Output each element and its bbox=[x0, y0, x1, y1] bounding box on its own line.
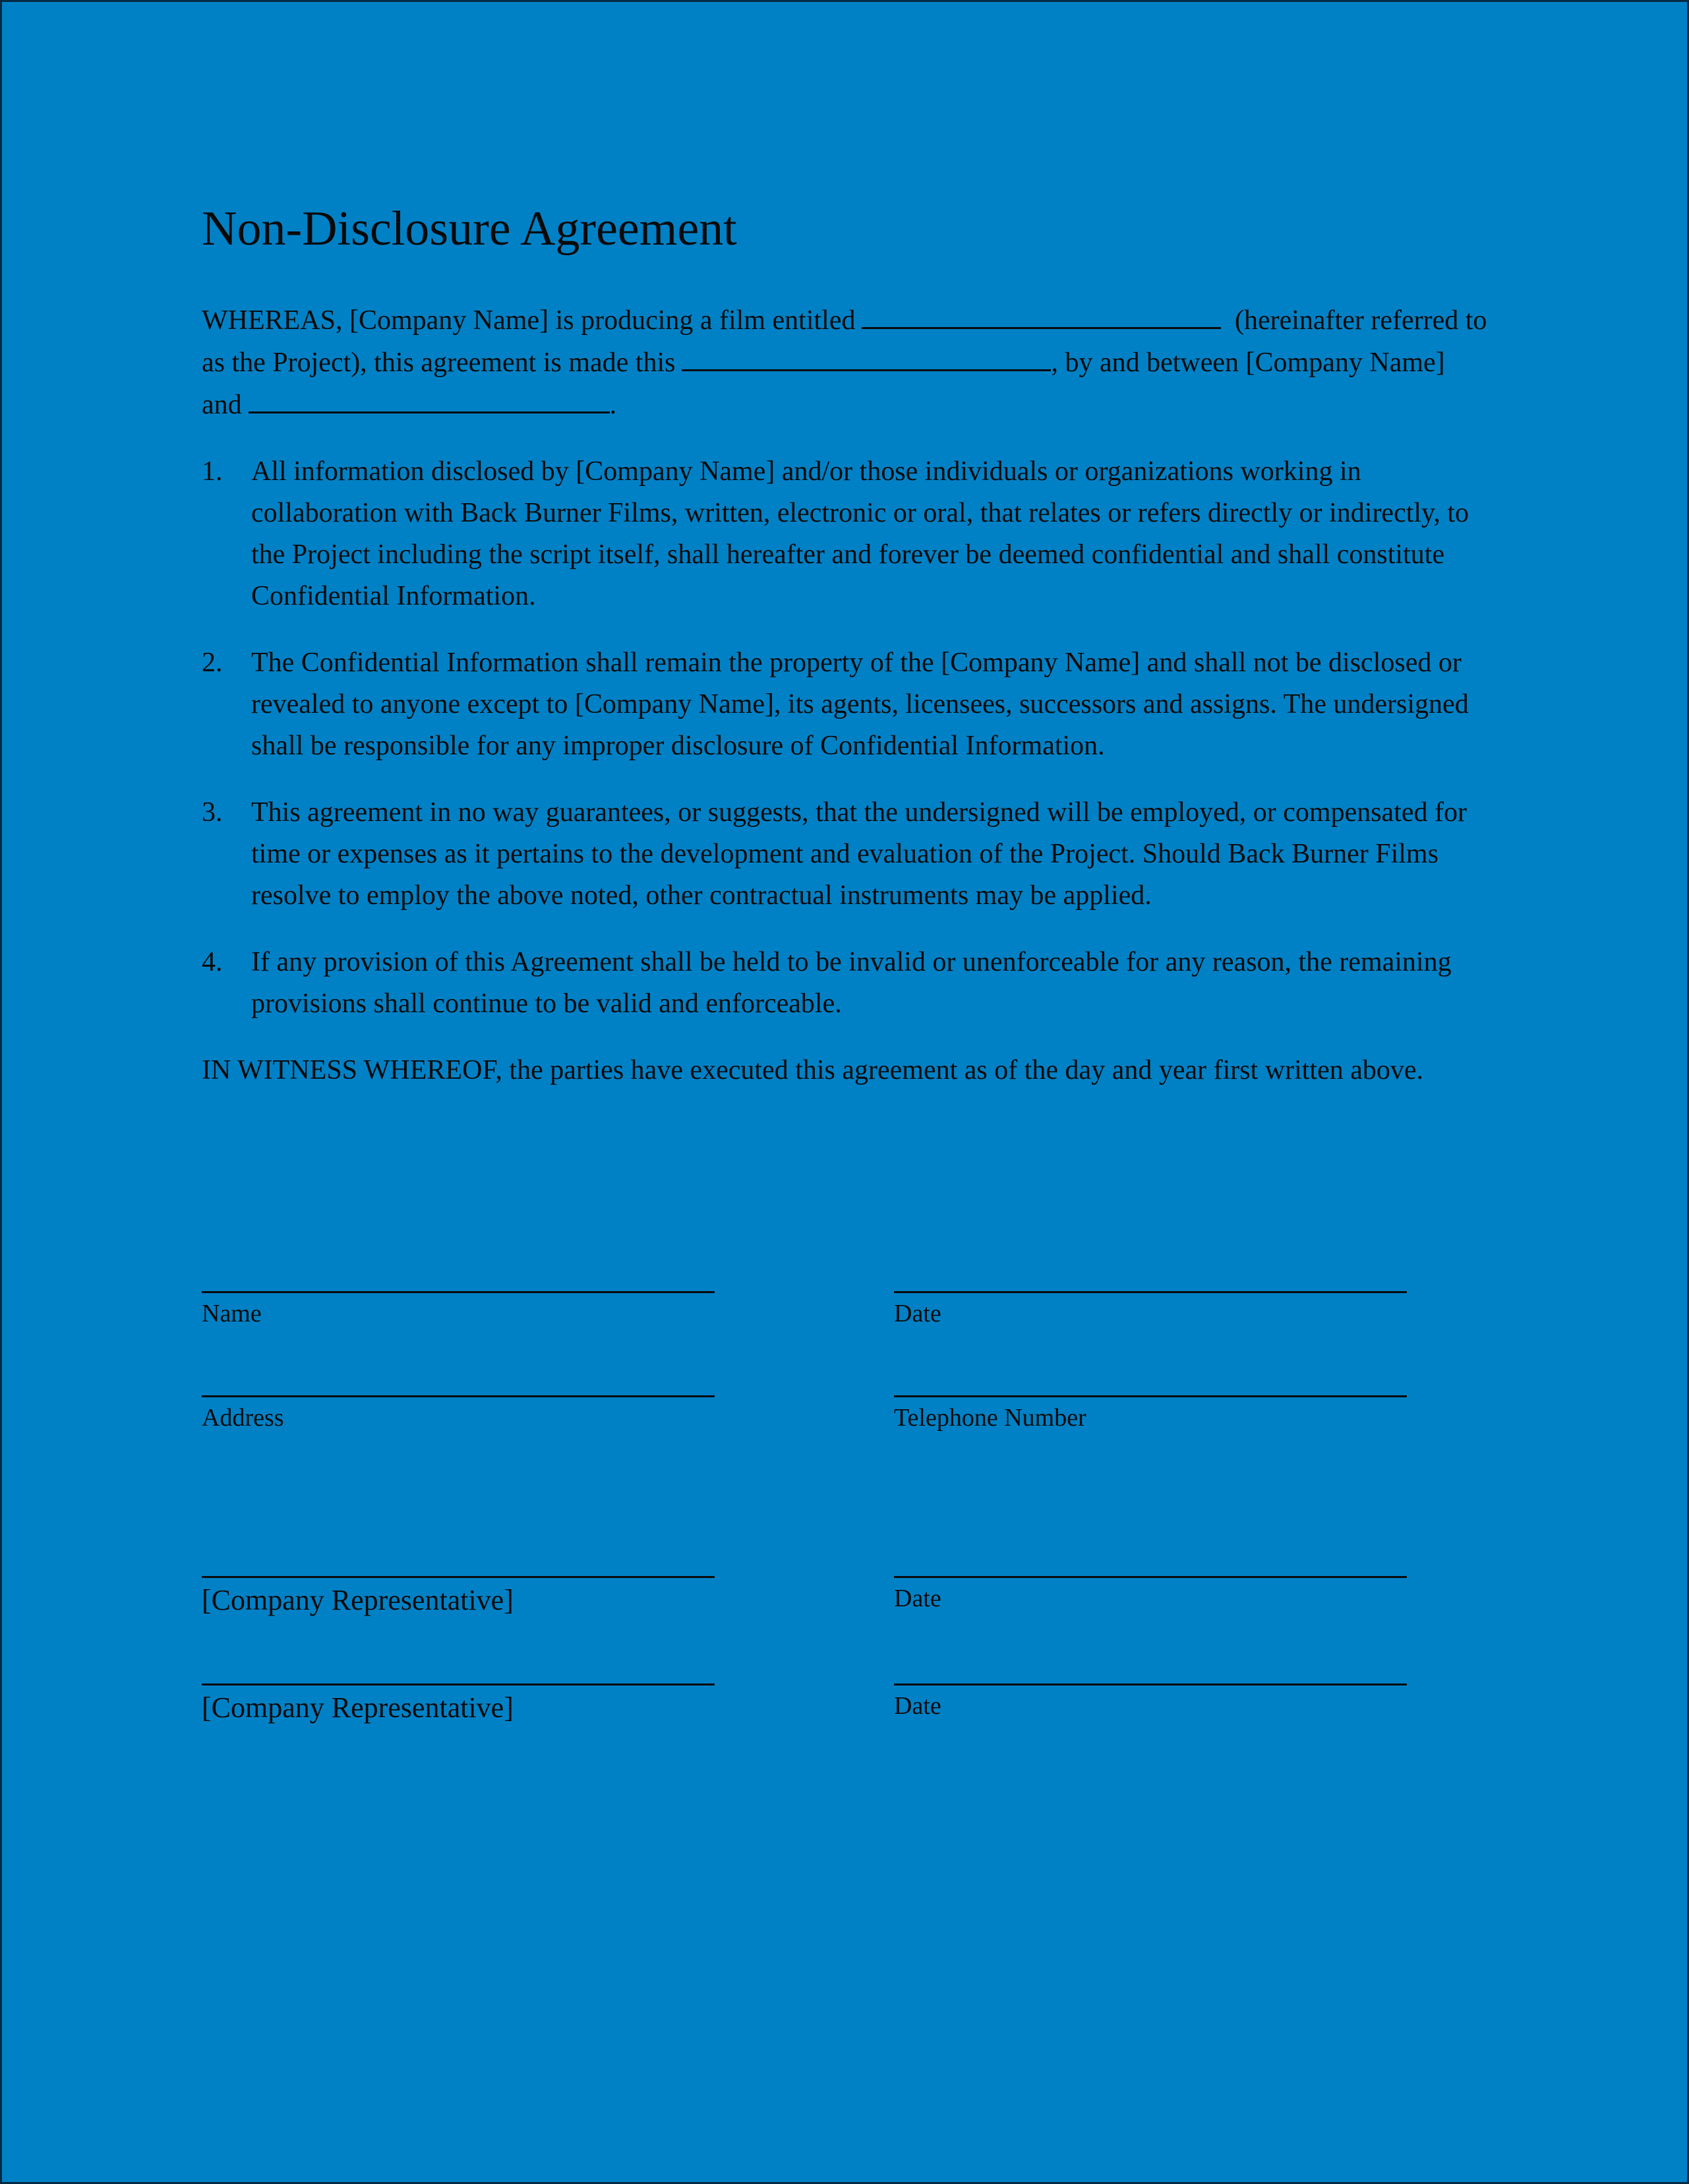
clause-number: 3. bbox=[202, 797, 223, 828]
signature-line bbox=[894, 1684, 1407, 1685]
representative-signature-field[interactable] bbox=[202, 1576, 715, 1615]
signature-row-representative-1 bbox=[202, 1576, 1408, 1629]
clause-number: 2. bbox=[202, 648, 223, 678]
film-title-blank[interactable] bbox=[862, 299, 1221, 329]
signature-line bbox=[202, 1576, 715, 1578]
clause-text: This agreement in no way guarantees, or suggests, that the undersigned will be employed, or compensated for time or expenses as it pertains to the development and evaluation of the Project. Should Back Burner Films resolve to employ the above noted, other contractual instruments may be applied. bbox=[251, 797, 1467, 911]
intro-text-2: (hereinafter referred to as the Project), this agreement is made this bbox=[202, 305, 1487, 378]
representative-date-field[interactable] bbox=[894, 1576, 1407, 1611]
date-blank[interactable] bbox=[682, 342, 1051, 371]
representative-label: [Company Representative] bbox=[202, 1691, 514, 1724]
clause-item bbox=[202, 942, 1487, 1025]
date-signature-field[interactable] bbox=[894, 1291, 1407, 1326]
clause-number: 1. bbox=[202, 456, 223, 487]
telephone-label: Telephone Number bbox=[894, 1404, 1086, 1432]
intro-text-4: . bbox=[609, 390, 617, 420]
clause-text: If any provision of this Agreement shall be held to be invalid or unenforceable for any reason, the remaining provisions shall continue to be valid and enforceable. bbox=[251, 947, 1452, 1019]
intro-text-1: WHEREAS, [Company Name] is producing a film entitled bbox=[202, 305, 856, 336]
signature-line bbox=[202, 1395, 715, 1397]
signature-row-representative-2 bbox=[202, 1684, 1408, 1736]
address-label: Address bbox=[202, 1404, 284, 1432]
agreement-document bbox=[202, 191, 1487, 1116]
representative-date-field[interactable] bbox=[894, 1684, 1407, 1718]
signature-line bbox=[894, 1291, 1407, 1293]
clause-item bbox=[202, 451, 1487, 617]
signature-line bbox=[894, 1576, 1407, 1578]
clause-number: 4. bbox=[202, 947, 223, 977]
telephone-signature-field[interactable] bbox=[894, 1395, 1407, 1430]
clause-item bbox=[202, 642, 1487, 767]
date-label: Date bbox=[894, 1692, 941, 1720]
representative-label: [Company Representative] bbox=[202, 1584, 514, 1616]
clause-text: All information disclosed by [Company Name] and/or those individuals or organizations working in collaboration with Back Burner Films, written, electronic or oral, that relates or refers directly or indirectly, to the Project including the script itself, shall hereafter and forever be deemed confidential and shall constitute Confidential Information. bbox=[251, 456, 1469, 611]
clause-item bbox=[202, 792, 1487, 917]
signature-line bbox=[894, 1395, 1407, 1397]
signature-line bbox=[202, 1684, 715, 1685]
document-title: Non-Disclosure Agreement bbox=[202, 202, 737, 256]
date-label: Date bbox=[894, 1300, 941, 1327]
clause-text: The Confidential Information shall remain the property of the [Company Name] and shall not be disclosed or revealed to anyone except to [Company Name], its agents, licensees, successors and assigns. The undersigned shall be responsible for any improper disclosure of Confidential Information. bbox=[251, 648, 1469, 761]
name-signature-field[interactable] bbox=[202, 1291, 715, 1326]
witness-paragraph: IN WITNESS WHEREOF, the parties have executed this agreement as of the day and year first written above. bbox=[202, 1055, 1424, 1085]
clause-list bbox=[202, 451, 1487, 1025]
signature-row-address bbox=[202, 1395, 1408, 1448]
intro-text-3: , by and between [Company Name] and bbox=[202, 348, 1445, 420]
signature-line bbox=[202, 1291, 715, 1293]
name-label: Name bbox=[202, 1300, 262, 1327]
date-label: Date bbox=[894, 1585, 941, 1612]
party-name-blank[interactable] bbox=[249, 384, 610, 413]
address-signature-field[interactable] bbox=[202, 1395, 715, 1430]
representative-signature-field[interactable] bbox=[202, 1684, 715, 1722]
signature-row-name bbox=[202, 1291, 1408, 1344]
intro-paragraph bbox=[202, 299, 1487, 426]
